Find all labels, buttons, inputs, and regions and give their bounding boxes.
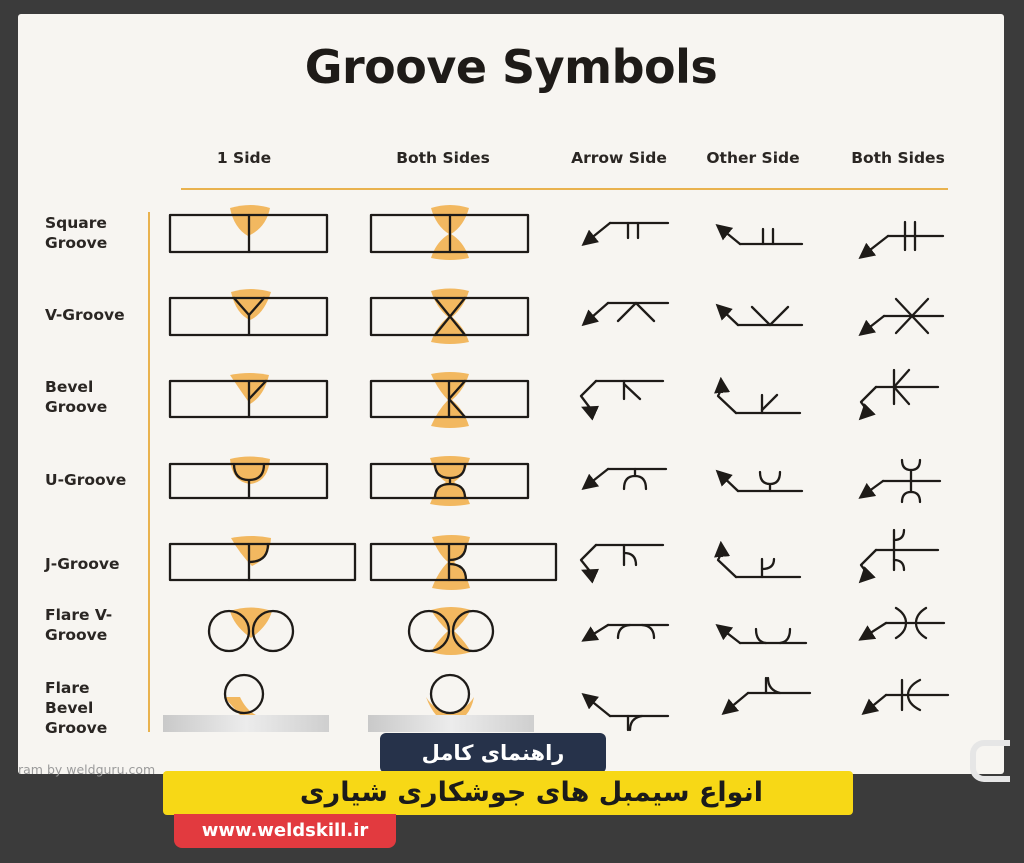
square-groove-other-side-symbol <box>718 226 802 244</box>
flare-v-groove-both-sides <box>409 607 493 655</box>
bevel-groove-arrow-side-symbol <box>581 381 663 412</box>
row-label-u-groove: U-Groove <box>45 471 127 489</box>
diagram-panel <box>18 14 1004 777</box>
website-link[interactable]: www.weldskill.ir <box>174 814 396 848</box>
square-groove-both-sides <box>371 205 528 260</box>
row-label-j-groove: J-Groove <box>45 555 120 573</box>
column-header-both-sides: Both Sides <box>396 149 490 167</box>
flare-v-groove-1-side <box>209 608 293 652</box>
flare-bevel-groove-both-sides <box>368 675 534 732</box>
column-header-both-sides-symbol: Both Sides <box>851 149 945 167</box>
j-groove-1-side <box>170 536 355 580</box>
flare-bevel-groove-both-sides-symbol <box>864 680 948 713</box>
row-label-flare-bevel-groove: Flare Bevel Groove <box>45 679 108 737</box>
square-groove-both-sides-symbol <box>861 222 943 257</box>
headline-banner: انواع سیمبل های جوشکاری شیاری <box>163 771 853 815</box>
column-header-1-side: 1 Side <box>216 149 272 167</box>
square-groove-arrow-side-symbol <box>584 223 668 244</box>
square-groove-1-side <box>170 205 327 252</box>
groove-symbol-diagram <box>18 14 1004 774</box>
bevel-groove-other-side-symbol <box>718 380 800 413</box>
watermark-logo <box>970 740 1010 782</box>
flare-bevel-groove-arrow-side-symbol <box>584 695 668 730</box>
v-groove-both-sides-symbol <box>861 299 943 334</box>
bevel-groove-both-sides-symbol <box>861 370 938 418</box>
row-label-bevel-groove: Bevel Groove <box>45 378 108 416</box>
row-label-square-groove: Square Groove <box>45 214 108 252</box>
row-label-v-groove: V-Groove <box>45 306 125 324</box>
v-groove-arrow-side-symbol <box>584 303 668 324</box>
bevel-groove-both-sides <box>371 372 528 428</box>
u-groove-other-side-symbol <box>718 472 802 491</box>
u-groove-both-sides <box>371 456 528 506</box>
u-groove-arrow-side-symbol <box>584 469 666 489</box>
flare-bevel-groove-other-side-symbol <box>724 678 810 713</box>
u-groove-both-sides-symbol <box>861 460 940 502</box>
column-header-other-side: Other Side <box>706 149 800 167</box>
flare-bevel-groove-1-side <box>163 675 329 732</box>
j-groove-other-side-symbol <box>718 544 800 577</box>
j-groove-arrow-side-symbol <box>581 545 663 575</box>
u-groove-1-side <box>170 457 327 499</box>
v-groove-both-sides <box>371 289 528 345</box>
bevel-groove-1-side <box>170 373 327 417</box>
diagram-title: Groove Symbols <box>304 40 718 94</box>
v-groove-1-side <box>170 289 327 335</box>
j-groove-both-sides <box>371 535 556 590</box>
row-label-flare-v-groove: Flare V- Groove <box>45 606 113 644</box>
flare-v-groove-both-sides-symbol <box>861 608 944 639</box>
flare-v-groove-other-side-symbol <box>718 626 806 643</box>
guide-badge: راهنمای کامل <box>380 733 606 773</box>
j-groove-both-sides-symbol <box>861 530 938 581</box>
v-groove-other-side-symbol <box>718 306 802 325</box>
column-header-arrow-side: Arrow Side <box>571 149 667 167</box>
image-credit: ram by weldguru.com <box>18 762 156 777</box>
flare-v-groove-arrow-side-symbol <box>584 625 668 640</box>
